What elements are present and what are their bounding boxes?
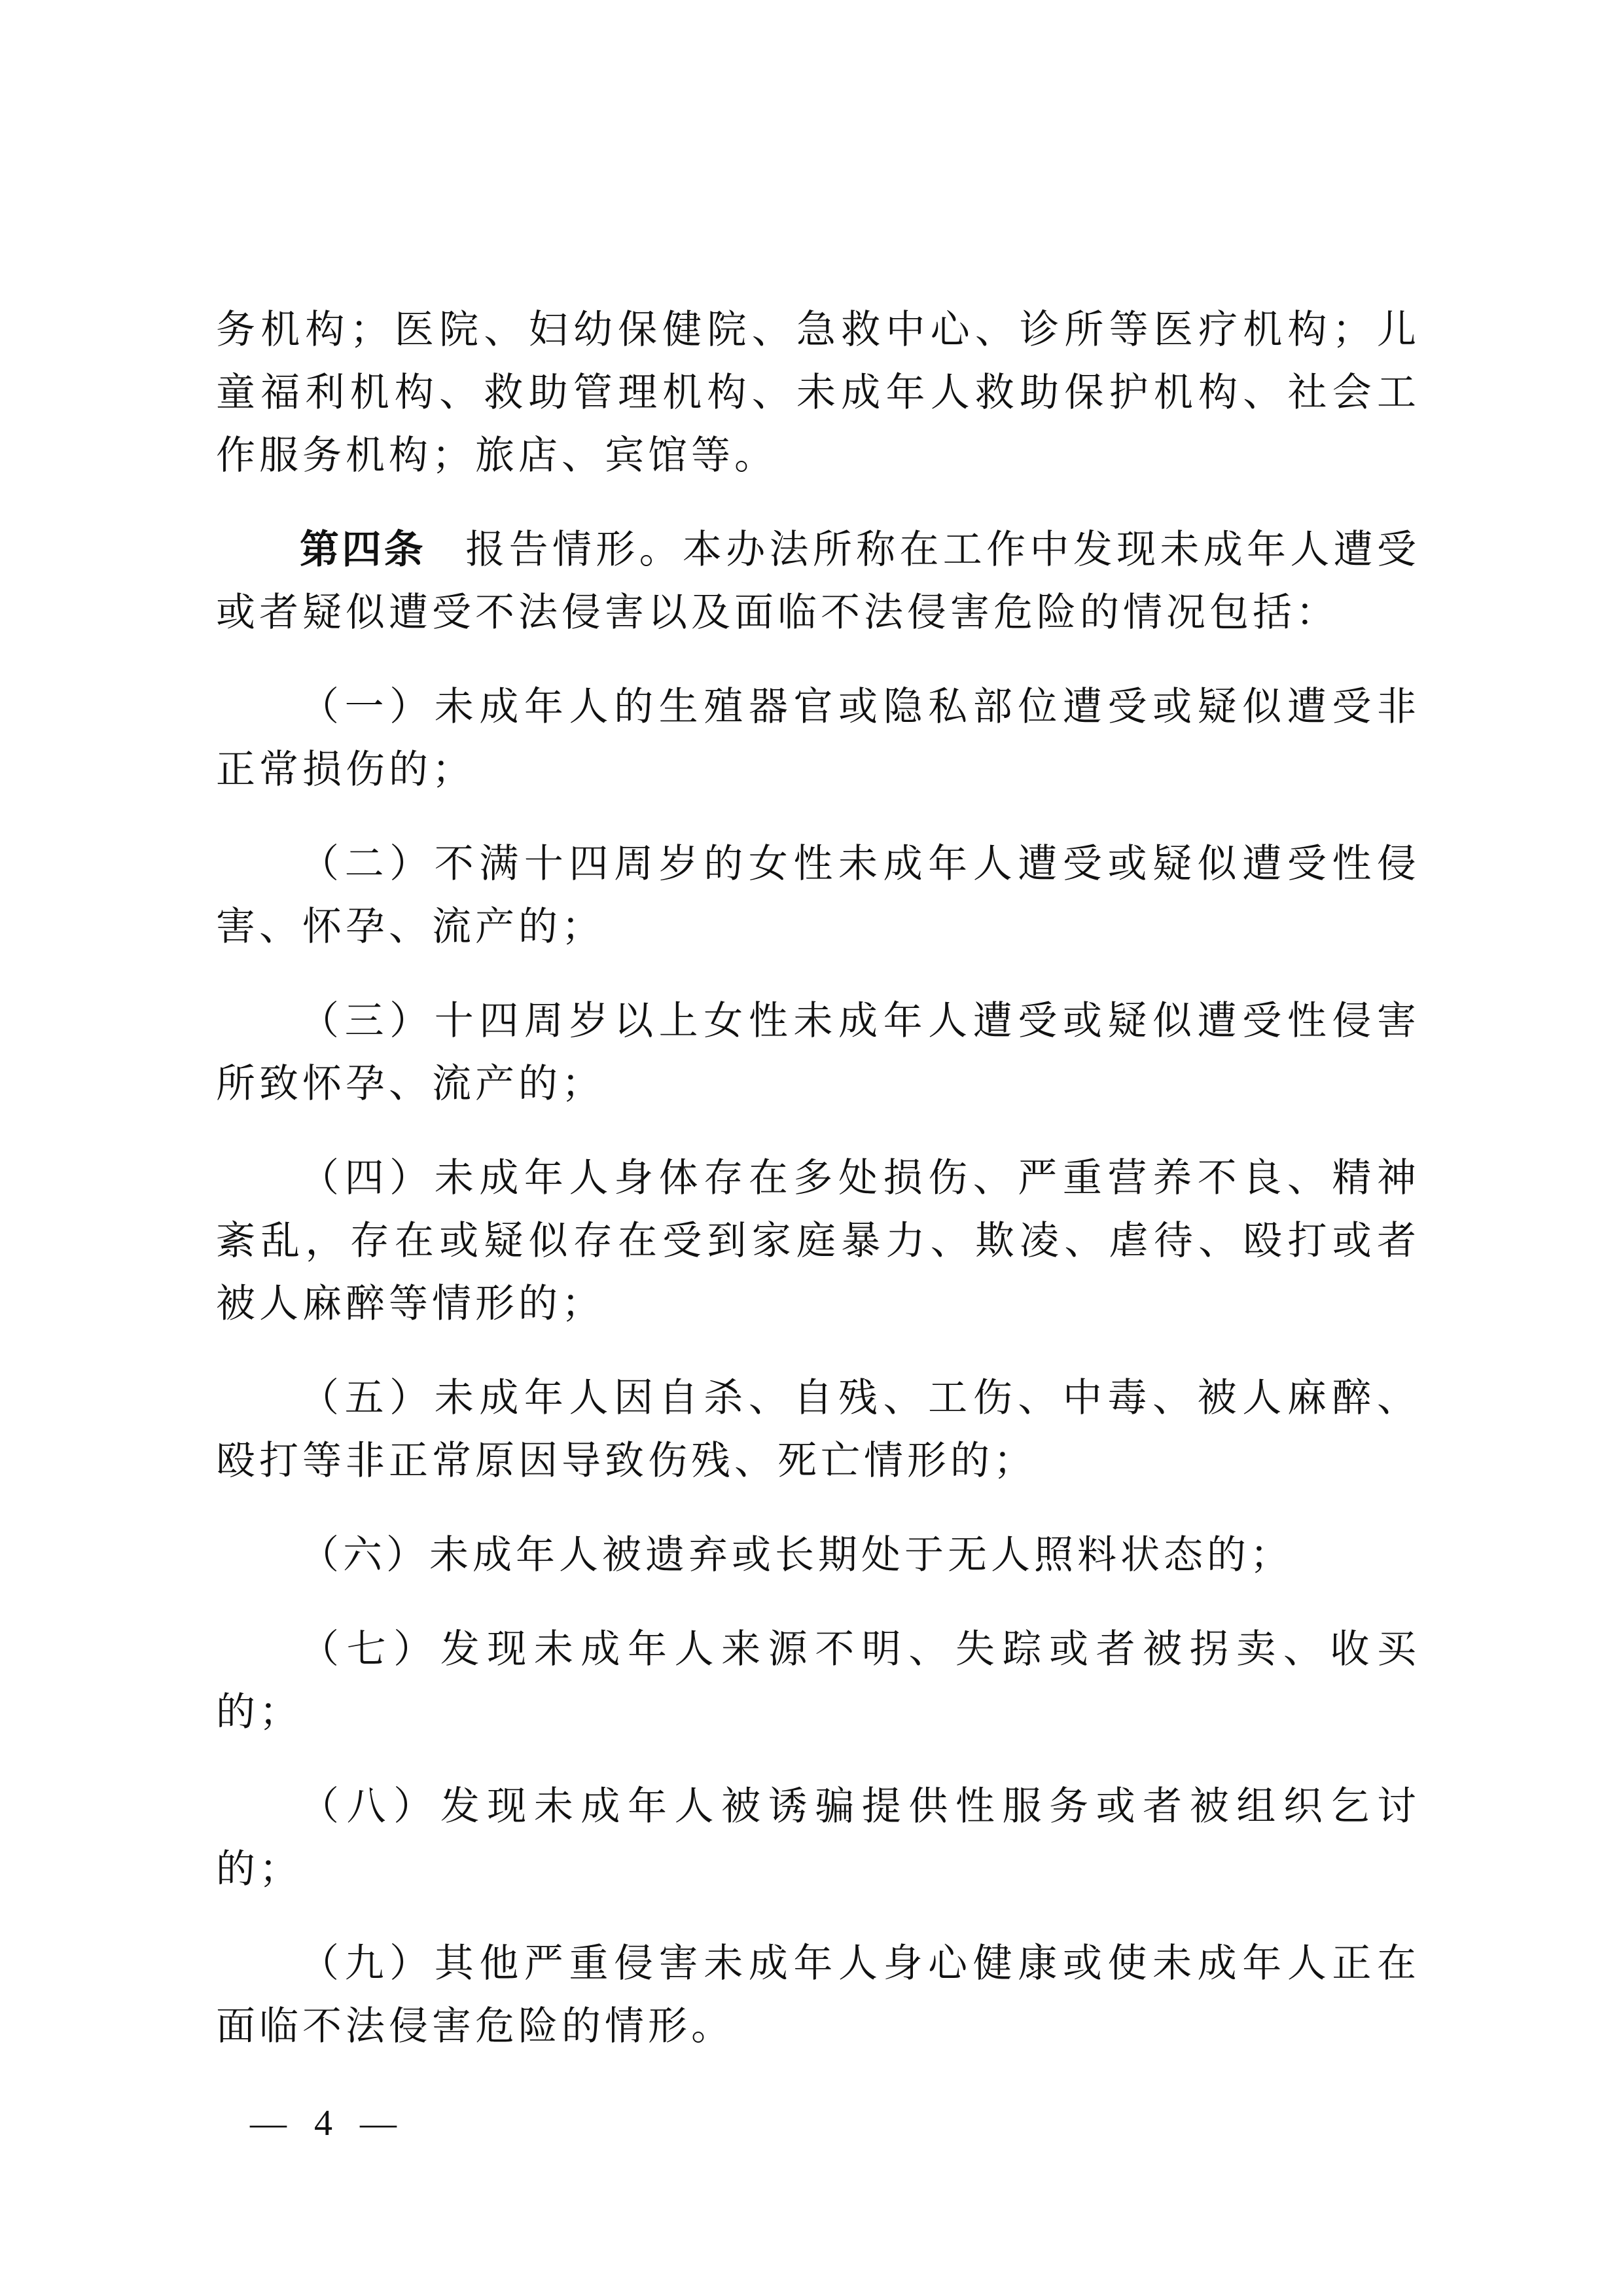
- opening-paragraph: 务机构；医院、妇幼保健院、急救中心、诊所等医疗机构；儿童福利机构、救助管理机构、未成年人救助保护机构、社会工作服务机构；旅店、宾馆等。: [216, 307, 1420, 478]
- list-item: （六）未成年人被遗弃或长期处于无人照料状态的；: [300, 1532, 1293, 1578]
- article-4-paragraph: [216, 518, 1420, 644]
- article-4-heading: 第四条: [300, 527, 426, 573]
- document-body: [216, 298, 1420, 2089]
- list-item: （五）未成年人因自杀、自残、工伤、中毒、被人麻醉、殴打等非正常原因导致伤残、死亡情形的；: [216, 1375, 1420, 1484]
- list-item: （三）十四周岁以上女性未成年人遭受或疑似遭受性侵害所致怀孕、流产的；: [216, 998, 1420, 1107]
- list-item: （一）未成年人的生殖器官或隐私部位遭受或疑似遭受非正常损伤的；: [216, 684, 1420, 793]
- page-number: — 4 —: [250, 2103, 406, 2144]
- list-item: （八）发现未成年人被诱骗提供性服务或者被组织乞讨的；: [216, 1784, 1420, 1892]
- article-4-text: 报告情形。本办法所称在工作中发现未成年人遭受或者疑似遭受不法侵害以及面临不法侵害危险的情况包括：: [216, 527, 1421, 636]
- list-item: （二）不满十四周岁的女性未成年人遭受或疑似遭受性侵害、怀孕、流产的；: [216, 841, 1420, 950]
- list-item: （七）发现未成年人来源不明、失踪或者被拐卖、收买的；: [216, 1626, 1420, 1735]
- list-item: （四）未成年人身体存在多处损伤、严重营养不良、精神紊乱，存在或疑似存在受到家庭暴力、欺凌、虐待、殴打或者被人麻醉等情形的；: [216, 1155, 1420, 1327]
- list-item: （九）其他严重侵害未成年人身心健康或使未成年人正在面临不法侵害危险的情形。: [216, 1941, 1420, 2049]
